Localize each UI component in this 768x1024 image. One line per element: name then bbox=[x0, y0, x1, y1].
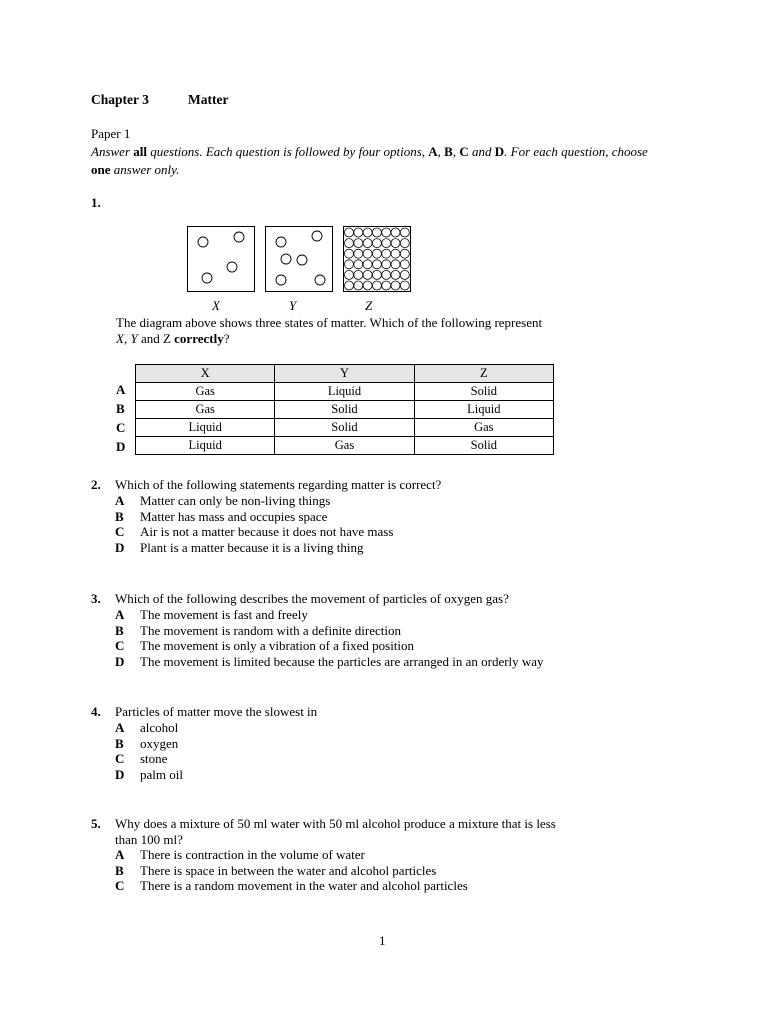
instructions-text: questions. Each question is followed by four options, bbox=[146, 144, 429, 159]
solid-particle bbox=[363, 249, 372, 258]
option-letter: B bbox=[115, 735, 124, 751]
question-1-table bbox=[135, 364, 554, 455]
solid-particle bbox=[363, 281, 372, 290]
table-header-cell: Z bbox=[414, 365, 553, 383]
solid-particle bbox=[345, 249, 354, 258]
instructions-bold-a: A bbox=[428, 144, 438, 159]
question-2 bbox=[91, 477, 441, 493]
solid-particle bbox=[382, 270, 391, 279]
option-text: The movement is only a vibration of a fixed position bbox=[140, 638, 415, 654]
solid-particles-icon bbox=[344, 227, 410, 291]
option-text: Plant is a matter because it is a living thing bbox=[140, 540, 364, 556]
solid-particle bbox=[400, 281, 409, 290]
solid-particle bbox=[345, 228, 354, 237]
diagram-label-y: Y bbox=[289, 298, 297, 313]
option-text: The movement is fast and freely bbox=[140, 607, 308, 622]
diagram-x-gas bbox=[187, 226, 255, 292]
instructions-bold-one: one bbox=[91, 162, 111, 177]
table-row-label: A bbox=[116, 382, 126, 397]
question-number: 5. bbox=[91, 816, 101, 831]
option-letter: D bbox=[115, 767, 125, 783]
question-4 bbox=[91, 704, 317, 720]
solid-particle bbox=[345, 260, 354, 269]
instructions-bold-b: B bbox=[444, 144, 453, 159]
option-text: The movement is random with a definite direction bbox=[140, 622, 402, 638]
diagram-label-z: Z bbox=[365, 298, 373, 313]
solid-particle bbox=[345, 270, 354, 279]
option-letter: A bbox=[115, 607, 125, 622]
instructions-text: answer only. bbox=[110, 162, 180, 177]
solid-particle bbox=[354, 260, 363, 269]
solid-particle bbox=[345, 239, 354, 248]
solid-particle bbox=[382, 228, 391, 237]
option-text: There is a random movement in the water and alcohol particles bbox=[140, 878, 468, 894]
option-letter: D bbox=[115, 540, 125, 556]
question-4-options bbox=[115, 720, 183, 783]
question-2-options bbox=[115, 493, 393, 556]
question-3 bbox=[91, 591, 509, 607]
question-5 bbox=[91, 816, 556, 847]
question-number: 4. bbox=[91, 704, 101, 719]
solid-particle bbox=[391, 270, 400, 279]
table-cell: Gas bbox=[136, 401, 275, 419]
option-item bbox=[115, 607, 544, 623]
solid-particle bbox=[400, 249, 409, 258]
question-stem-line2: than 100 ml? bbox=[115, 831, 183, 847]
option-item bbox=[115, 493, 393, 509]
stem-x: X bbox=[116, 331, 124, 346]
solid-particle bbox=[382, 249, 391, 258]
solid-particle bbox=[400, 260, 409, 269]
option-item bbox=[115, 767, 183, 783]
solid-particle bbox=[400, 270, 409, 279]
option-letter: B bbox=[115, 862, 124, 878]
stem-y: Y bbox=[130, 331, 138, 346]
table-cell: Solid bbox=[275, 419, 414, 437]
option-item bbox=[115, 751, 183, 767]
solid-particle bbox=[372, 249, 381, 258]
instructions-text: , bbox=[452, 144, 460, 159]
solid-particle bbox=[400, 239, 409, 248]
table-header-cell: Y bbox=[275, 365, 414, 383]
diagram-y-liquid bbox=[265, 226, 333, 292]
option-item bbox=[115, 736, 183, 752]
table-cell: Liquid bbox=[136, 437, 275, 455]
option-text: There is space in between the water and alcohol particles bbox=[140, 862, 437, 878]
solid-particle bbox=[354, 249, 363, 258]
question-1-stem bbox=[116, 315, 596, 347]
table-row bbox=[136, 383, 554, 401]
diagram-label-x: X bbox=[212, 298, 220, 313]
solid-particle bbox=[400, 228, 409, 237]
table-row bbox=[136, 437, 554, 455]
question-5-options bbox=[115, 847, 468, 894]
chapter-title: Matter bbox=[188, 92, 229, 107]
liquid-particles-icon bbox=[266, 227, 332, 291]
table-header-row bbox=[136, 365, 554, 383]
solid-particle bbox=[391, 281, 400, 290]
option-item bbox=[115, 847, 468, 863]
option-text: There is contraction in the volume of water bbox=[140, 847, 365, 862]
option-letter: C bbox=[115, 638, 125, 654]
table-row bbox=[136, 401, 554, 419]
instructions-text: and bbox=[468, 144, 495, 159]
instructions-text: . For each question, choose bbox=[504, 144, 648, 159]
instructions-text: Answer bbox=[91, 144, 134, 159]
option-letter: B bbox=[115, 622, 124, 638]
stem-bold-correctly: correctly bbox=[174, 331, 224, 346]
table-cell: Gas bbox=[275, 437, 414, 455]
question-stem: Which of the following statements regarding matter is correct? bbox=[115, 477, 442, 492]
page-number: 1 bbox=[379, 933, 386, 948]
solid-particle bbox=[354, 228, 363, 237]
table-cell: Solid bbox=[414, 383, 553, 401]
option-letter: D bbox=[115, 654, 125, 670]
table-cell: Solid bbox=[414, 437, 553, 455]
solid-particle bbox=[372, 239, 381, 248]
option-letter: C bbox=[115, 751, 125, 767]
table-row bbox=[136, 419, 554, 437]
solid-particle bbox=[345, 281, 354, 290]
instructions-bold-all: all bbox=[133, 144, 147, 159]
question-stem: Which of the following describes the movement of particles of oxygen gas? bbox=[115, 591, 509, 606]
table-header-cell: X bbox=[136, 365, 275, 383]
table-cell: Liquid bbox=[414, 401, 553, 419]
solid-particle bbox=[363, 260, 372, 269]
question-1-number: 1. bbox=[91, 195, 101, 210]
question-3-options bbox=[115, 607, 544, 670]
gas-particles-icon bbox=[188, 227, 254, 291]
table-cell: Solid bbox=[275, 401, 414, 419]
option-text: Matter has mass and occupies space bbox=[140, 508, 328, 524]
option-item bbox=[115, 623, 544, 639]
solid-particle bbox=[372, 260, 381, 269]
table-cell: Gas bbox=[414, 419, 553, 437]
instructions-bold-d: D bbox=[494, 144, 505, 159]
option-text: alcohol bbox=[140, 720, 179, 735]
table-row-label: B bbox=[116, 401, 125, 416]
paper-label: Paper 1 bbox=[91, 126, 131, 141]
solid-particle bbox=[382, 281, 391, 290]
solid-particle bbox=[391, 249, 400, 258]
option-item bbox=[115, 638, 544, 654]
option-letter: B bbox=[115, 508, 124, 524]
option-item bbox=[115, 654, 544, 670]
table-cell: Liquid bbox=[275, 383, 414, 401]
option-item bbox=[115, 540, 393, 556]
diagram-z-solid bbox=[343, 226, 411, 292]
table-row-label: D bbox=[116, 439, 126, 454]
option-letter: C bbox=[115, 524, 125, 540]
option-letter: C bbox=[115, 878, 125, 894]
option-text: oxygen bbox=[140, 735, 179, 751]
stem-text: ? bbox=[223, 331, 230, 346]
option-item bbox=[115, 524, 393, 540]
instructions-bold-c: C bbox=[459, 144, 469, 159]
table-row-label: C bbox=[116, 420, 126, 435]
stem-text: and Z bbox=[137, 331, 175, 346]
question-number: 2. bbox=[91, 477, 101, 492]
stem-text: , bbox=[123, 331, 131, 346]
option-letter: A bbox=[115, 493, 125, 508]
solid-particle bbox=[372, 228, 381, 237]
table-cell: Liquid bbox=[136, 419, 275, 437]
option-text: stone bbox=[140, 751, 168, 767]
solid-particle bbox=[354, 239, 363, 248]
table-cell: Gas bbox=[136, 383, 275, 401]
question-number: 3. bbox=[91, 591, 101, 606]
solid-particle bbox=[391, 228, 400, 237]
option-item bbox=[115, 509, 393, 525]
option-letter: A bbox=[115, 847, 125, 862]
solid-particle bbox=[363, 228, 372, 237]
option-letter: A bbox=[115, 720, 125, 735]
solid-particle bbox=[382, 260, 391, 269]
option-text: Matter can only be non-living things bbox=[140, 493, 331, 508]
option-item bbox=[115, 878, 468, 894]
stem-text: The diagram above shows three states of matter. Which of the following represent bbox=[116, 315, 543, 330]
solid-particle bbox=[372, 270, 381, 279]
option-item bbox=[115, 863, 468, 879]
solid-particle bbox=[363, 239, 372, 248]
solid-particle bbox=[391, 239, 400, 248]
instructions bbox=[91, 143, 651, 179]
question-stem: Why does a mixture of 50 ml water with 50 ml alcohol produce a mixture that is less bbox=[115, 816, 556, 831]
option-text: Air is not a matter because it does not have mass bbox=[140, 524, 394, 540]
solid-particle bbox=[372, 281, 381, 290]
chapter-heading bbox=[91, 92, 228, 108]
option-text: The movement is limited because the particles are arranged in an orderly way bbox=[140, 654, 544, 670]
solid-particle bbox=[354, 270, 363, 279]
solid-particle bbox=[354, 281, 363, 290]
solid-particle bbox=[363, 270, 372, 279]
option-text: palm oil bbox=[140, 767, 183, 783]
option-item bbox=[115, 720, 183, 736]
chapter-number: Chapter 3 bbox=[91, 92, 149, 107]
instructions-text: , bbox=[437, 144, 445, 159]
solid-particle bbox=[391, 260, 400, 269]
solid-particle bbox=[382, 239, 391, 248]
question-stem: Particles of matter move the slowest in bbox=[115, 704, 318, 719]
